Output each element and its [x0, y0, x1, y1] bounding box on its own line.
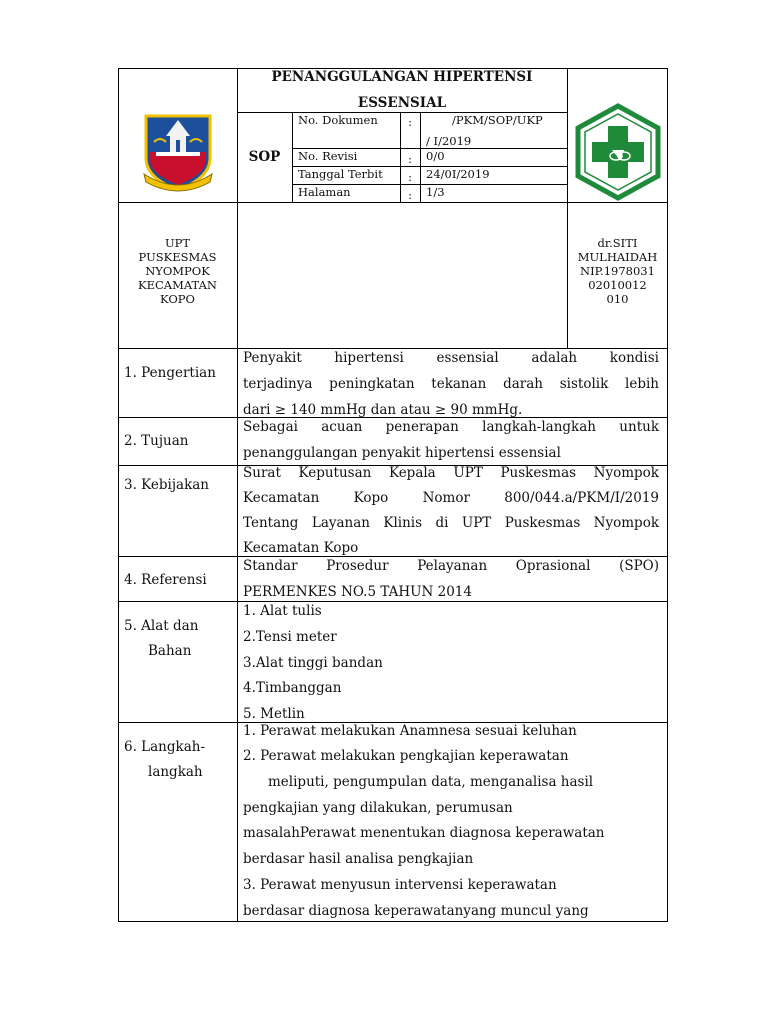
row-text-line: masalahPerawat menentukan diagnosa keperawatan [243, 825, 605, 841]
row-text-line: terjadinya peningkatan tekanan darah sistolik lebih [243, 376, 659, 392]
row-text-line: 2. Perawat melakukan pengkajian keperawatan [243, 748, 569, 764]
row-label-alat-dan-bahan-2: Bahan [148, 643, 192, 659]
row-label-kebijakan: 3. Kebijakan [124, 477, 210, 493]
field-colon-no-dokumen: : [408, 115, 412, 129]
row-text-line: Sebagai acuan penerapan langkah-langkah untuk [243, 419, 659, 435]
row-text-line: 2.Tensi meter [243, 629, 337, 645]
row-text-line: penanggulangan penyakit hipertensi essensial [243, 445, 561, 461]
district-emblem-icon [140, 112, 216, 194]
org-line: PUSKESMAS [138, 250, 217, 264]
row-text-line: 1. Perawat melakukan Anamnesa sesuai keluhan [243, 723, 577, 739]
row-label-tujuan: 2. Tujuan [124, 433, 189, 449]
signer-line: MULHAIDAH [577, 250, 658, 264]
document-title-line1: PENANGGULANGAN HIPERTENSI [271, 69, 533, 85]
divider-v-body [237, 348, 238, 922]
divider-v-colon2 [420, 112, 421, 202]
divider-v2 [567, 68, 568, 348]
row-text-line: Standar Prosedur Pelayanan Oprasional (SPO) [243, 558, 659, 574]
divider-v-sop [292, 112, 293, 202]
row-text-line: dari ≥ 140 mmHg dan atau ≥ 90 mmHg. [243, 402, 523, 418]
row-text-line: 5. Metlin [243, 706, 305, 722]
row-label-langkah: 6. Langkah- [124, 739, 206, 755]
row-label-alat-dan-bahan: 5. Alat dan [124, 618, 199, 634]
row-text-line: meliputi, pengumpulan data, menganalisa hasil [268, 774, 594, 790]
row-text-line: pengkajian yang dilakukan, perumusan [243, 800, 513, 816]
row-text-line: 4.Timbanggan [243, 680, 342, 696]
field-label-no-revisi: No. Revisi [298, 149, 358, 163]
border-left [118, 68, 119, 922]
row-text-line: 1. Alat tulis [243, 603, 322, 619]
sop-document [118, 68, 668, 922]
field-value-tanggal-terbit: 24/0I/2019 [426, 167, 490, 181]
org-line: KECAMATAN [138, 278, 217, 292]
border-right [667, 68, 668, 922]
field-value-halaman: 1/3 [426, 185, 445, 199]
signer-line: dr.SITI [597, 236, 638, 250]
divider-h-header [118, 202, 668, 203]
row-text-line: berdasar hasil analisa pengkajian [243, 851, 474, 867]
field-colon-halaman: : [408, 188, 412, 202]
signer-line: NIP.1978031 [580, 264, 655, 278]
sop-label: SOP [248, 149, 281, 165]
field-colon-no-revisi: : [408, 152, 412, 166]
row-text-line: Surat Keputusan Kepala UPT Puskesmas Nyompok [243, 465, 659, 481]
field-label-halaman: Halaman [298, 185, 351, 199]
signer-line: 02010012 [588, 278, 647, 292]
org-line: KOPO [160, 292, 195, 306]
document-title-line2: ESSENSIAL [357, 95, 447, 111]
puskesmas-logo-icon [570, 102, 666, 202]
row-text-line: 3.Alat tinggi bandan [243, 655, 383, 671]
row-label-referensi: 4. Referensi [124, 572, 207, 588]
signer-block [567, 236, 668, 306]
signer-line: 010 [606, 292, 629, 306]
field-value-no-revisi: 0/0 [426, 149, 445, 163]
row-text-line: Penyakit hipertensi essensial adalah kondisi [243, 350, 659, 366]
row-text-line: berdasar diagnosa keperawatanyang muncul yang [243, 903, 589, 919]
field-value-no-dokumen-2: / I/2019 [426, 134, 472, 148]
field-label-no-dokumen: No. Dokumen [298, 113, 378, 127]
field-value-no-dokumen-1: /PKM/SOP/UKP [452, 113, 543, 127]
organization-name [118, 236, 237, 306]
field-colon-tanggal-terbit: : [408, 170, 412, 184]
row-text-line: 3. Perawat menyusun intervensi keperawatan [243, 877, 557, 893]
org-line: UPT [164, 236, 191, 250]
row-label-pengertian: 1. Pengertian [124, 365, 216, 381]
row-text-line: Kecamatan Kopo [243, 540, 359, 556]
org-line: NYOMPOK [145, 264, 210, 278]
field-label-tanggal-terbit: Tanggal Terbit [298, 167, 383, 181]
row-text-line: Kecamatan Kopo Nomor 800/044.a/PKM/I/2019 [243, 490, 659, 506]
row-label-langkah-2: langkah [148, 764, 203, 780]
row-text-line: PERMENKES NO.5 TAHUN 2014 [243, 584, 472, 600]
row-text-line: Tentang Layanan Klinis di UPT Puskesmas Nyompok [243, 515, 659, 531]
